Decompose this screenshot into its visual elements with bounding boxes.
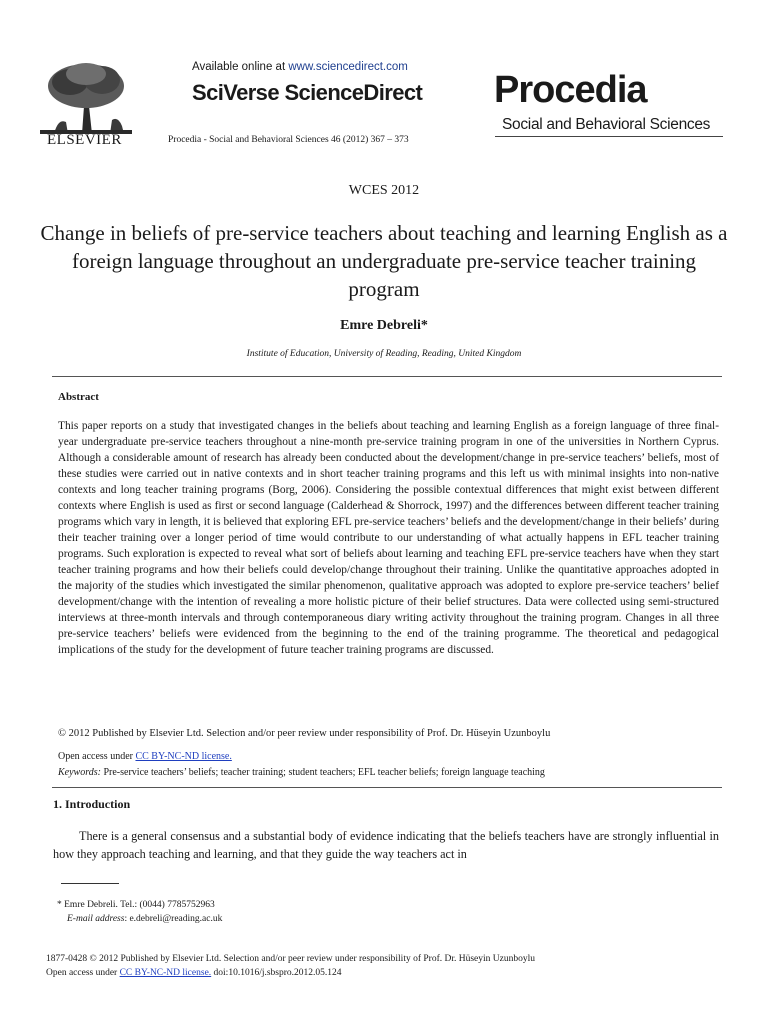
abstract-copyright: © 2012 Published by Elsevier Ltd. Selection and/or peer review under responsibility of Prof. Dr. Hüseyin Uzunboylu <box>58 728 551 739</box>
footer-open-access-prefix: Open access under <box>46 968 120 978</box>
footer-license-doi <box>46 968 342 978</box>
introduction-text: There is a general consensus and a substantial body of evidence indicating that the beliefs teachers have are strongly influential in how they approach teaching and learning, and that they guide the way teachers act in <box>53 829 719 861</box>
procedia-subtitle: Social and Behavioral Sciences <box>502 116 711 133</box>
footer-doi: doi:10.1016/j.sbspro.2012.05.124 <box>211 968 342 978</box>
paper-title: Change in beliefs of pre-service teachers about teaching and learning English as a foreign language throughout an undergraduate pre-service teacher training program <box>40 221 728 301</box>
author-name: Emre Debreli* <box>340 318 428 333</box>
header-rule <box>495 136 723 137</box>
open-access-line <box>58 751 232 762</box>
author-affiliation: Institute of Education, University of Reading, Reading, United Kingdom <box>246 349 522 359</box>
journal-citation: Procedia - Social and Behavioral Sciences 46 (2012) 367 – 373 <box>168 135 409 145</box>
section-heading-introduction: 1. Introduction <box>53 797 131 811</box>
keywords-text: Pre-service teachers’ beliefs; teacher training; student teachers; EFL teacher beliefs; foreign language teaching <box>100 767 545 778</box>
elsevier-wordmark: ELSEVIER <box>47 132 122 148</box>
keywords-line <box>58 767 545 778</box>
footer-license-link[interactable]: CC BY-NC-ND license. <box>119 968 212 978</box>
abstract-heading: Abstract <box>58 391 99 403</box>
footnote-rule <box>61 883 119 884</box>
open-access-prefix: Open access under <box>58 751 136 762</box>
available-prefix: Available online at <box>192 61 289 73</box>
sciverse-sciencedirect-logo: SciVerse ScienceDirect <box>192 80 423 105</box>
conference-name: WCES 2012 <box>348 183 420 198</box>
footnote-contact: * Emre Debreli. Tel.: (0044) 7785752963 <box>57 900 215 910</box>
footnote-email-line <box>67 914 222 924</box>
abstract-text: This paper reports on a study that investigated changes in the beliefs about teaching and learning English as a foreign language of three final-year undergraduate pre-service teachers throughout a nine-month pre-service training program in one of the universities in Northern Cyprus. Although a considerable amount of research has already been conducted about the development/change in pre-service teachers’ beliefs, most of these studies were carried out in native contexts and in short teacher training programs and this left us with minimal insights into non-native contexts and long teacher training programs (Borg, 2006). Considering the possible contextual differences that might exist between different contexts where English is used as first or second language (Calderhead & Shorrock, 1997) and the differences between different teacher training programs which vary in length, it is believed that exploring EFL pre-service teachers’ beliefs and the development/change in their beliefs’ during their teacher training over a longer period of time would contribute to our understanding of what actually happens in EFL teacher training programs. Such exploration is expected to reveal what sort of beliefs about learning and teaching EFL pre-service teachers have when they start teacher training programs and how their beliefs could develop/change throughout their training. Unlike the quantitative approaches adopted in the majority of the studies which investigated the similar phenomenon, qualitative approach was adopted to explore pre-service teachers’ belief development/change with the intention of revealing a more holistic picture of their belief structures. Data were collected using semi-structured interviews at three-month intervals and through contemporaneous diary writing activity throughout the training program. Changes in all three pre-service teachers’ beliefs were evidenced from the beginning to the end of the training programme. The theoretical and pedagogical implications of the study for the development of future teacher training programs are discussed. <box>58 420 719 656</box>
license-link[interactable]: CC BY-NC-ND license. <box>135 751 232 762</box>
sciencedirect-url[interactable]: www.sciencedirect.com <box>288 61 408 73</box>
footer-issn-copyright: 1877-0428 © 2012 Published by Elsevier Ltd. Selection and/or peer review under responsibility of Prof. Dr. Hüseyin Uzunboylu <box>46 954 535 964</box>
email-address: : e.debreli@reading.ac.uk <box>124 914 223 924</box>
keywords-label: Keywords: <box>58 767 101 778</box>
abstract-top-rule <box>52 376 722 377</box>
available-online-line <box>192 61 408 73</box>
procedia-logo: Procedia <box>494 69 647 111</box>
abstract-bottom-rule <box>52 787 722 788</box>
email-label: E-mail address <box>67 914 125 924</box>
elsevier-tree-logo <box>40 60 132 134</box>
